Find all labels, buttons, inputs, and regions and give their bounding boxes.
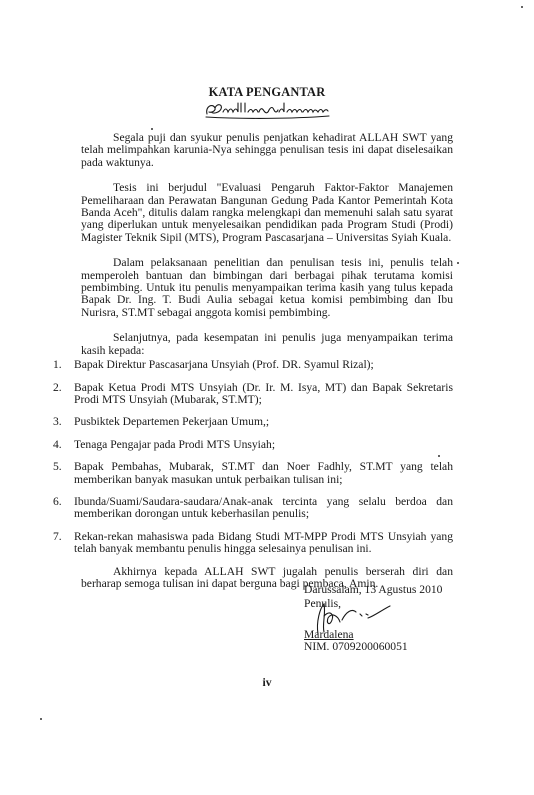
- list-item: [53, 359, 453, 371]
- handwritten-signature-icon: [312, 594, 392, 636]
- list-item: [53, 439, 453, 451]
- thanks-list: [53, 359, 453, 555]
- list-number: 6.: [53, 494, 62, 508]
- list-text: Tenaga Pengajar pada Prodi MTS Unsyiah;: [74, 437, 276, 451]
- list-text: Pusbiktek Departemen Pekerjaan Umum,;: [74, 415, 270, 429]
- list-number: 4.: [53, 437, 62, 451]
- basmalah-script-icon: [201, 100, 333, 120]
- page-title: KATA PENGANTAR: [208, 85, 326, 99]
- list-text: Bapak Direktur Pascasarjana Unsyiah (Prof. DR. Syamul Rizal);: [74, 358, 374, 372]
- list-text: Rekan-rekan mahasiswa pada Bidang Studi MT-MPP Prodi MTS Unsyiah yang telah banyak membantu penulis hingga selesainya penulisan ini.: [74, 529, 453, 556]
- paragraph-4: Selanjutnya, pada kesempatan ini penulis juga menyampaikan terima kasih kepada:: [81, 331, 453, 357]
- list-item: [53, 461, 453, 486]
- scan-speck: [438, 455, 440, 457]
- scan-speck: [151, 128, 153, 130]
- signature-name: Mardalena: [304, 627, 354, 641]
- closing-paragraph: Akhirnya kepada ALLAH SWT jugalah penulis berserah diri dan berharap semoga tulisan ini dapat berguna bagi pembaca, Amin.: [81, 564, 453, 590]
- list-number: 1.: [53, 358, 62, 372]
- scan-speck: [40, 718, 42, 720]
- signature-block: [304, 584, 464, 654]
- list-item: [53, 496, 453, 521]
- page-number: iv: [262, 676, 272, 689]
- list-text: Ibunda/Suami/Saudara-saudara/Anak-anak tercinta yang selalu berdoa dan memberikan dorongan untuk keberhasilan penulis;: [74, 494, 453, 521]
- basmalah-calligraphy: [0, 100, 534, 122]
- list-text: Bapak Ketua Prodi MTS Unsyiah (Dr. Ir. M. Isya, MT) dan Bapak Sekretaris Prodi MTS Unsyiah (Mubarak, ST.MT);: [74, 380, 453, 406]
- paragraph-3: Dalam pelaksanaan penelitian dan penulisan tesis ini, penulis telah memperoleh bantuan dan bimbingan dari berbagai pihak terutama komisi pembimbing. Untuk itu penulis menyampaikan terima kasih yang tulus kepada Bapak Dr. Ing. T. Budi Aulia sebagai ketua komisi pembimbing dan Ibu Nurisra, ST.MT sebagai anggota komisi pembimbing.: [81, 256, 453, 319]
- signature-place-date: Darussalam, 13 Agustus 2010: [304, 583, 443, 596]
- list-number: 7.: [53, 529, 62, 543]
- paragraph-1: Segala puji dan syukur penulis penjatkan kehadirat ALLAH SWT yang telah melimpahkan karunia-Nya sehingga penulisan tesis ini dapat diselesaikan pada waktunya.: [81, 131, 453, 169]
- paragraph-2: Tesis ini berjudul "Evaluasi Pengaruh Faktor-Faktor Manajemen Pemeliharaan dan Perawatan Bangunan Gedung Pada Kantor Pemerintah Kota Banda Aceh", ditulis dalam rangka melengkapi dan memenuhi salah satu syarat yang diperlukan untuk menyelesaikan pendidikan pada Program Studi (Prodi) Magister Teknik Sipil (MTS), Program Pascasarjana – Universitas Syiah Kuala.: [81, 181, 453, 244]
- list-item: [53, 416, 453, 428]
- list-item: [53, 531, 453, 556]
- scan-speck: [521, 6, 523, 8]
- signature-role: Penulis,: [304, 597, 342, 611]
- list-number: 5.: [53, 460, 62, 474]
- scan-speck: [457, 262, 459, 264]
- list-text: Bapak Pembahas, Mubarak, ST.MT dan Noer Fadhly, ST.MT yang telah memberikan banyak masukan untuk perbaikan tulisan ini;: [74, 460, 453, 486]
- list-item: [53, 382, 453, 407]
- list-number: 2.: [53, 380, 62, 394]
- document-body: [53, 131, 453, 590]
- list-number: 3.: [53, 415, 62, 429]
- signature-nim: NIM. 0709200060051: [304, 640, 408, 654]
